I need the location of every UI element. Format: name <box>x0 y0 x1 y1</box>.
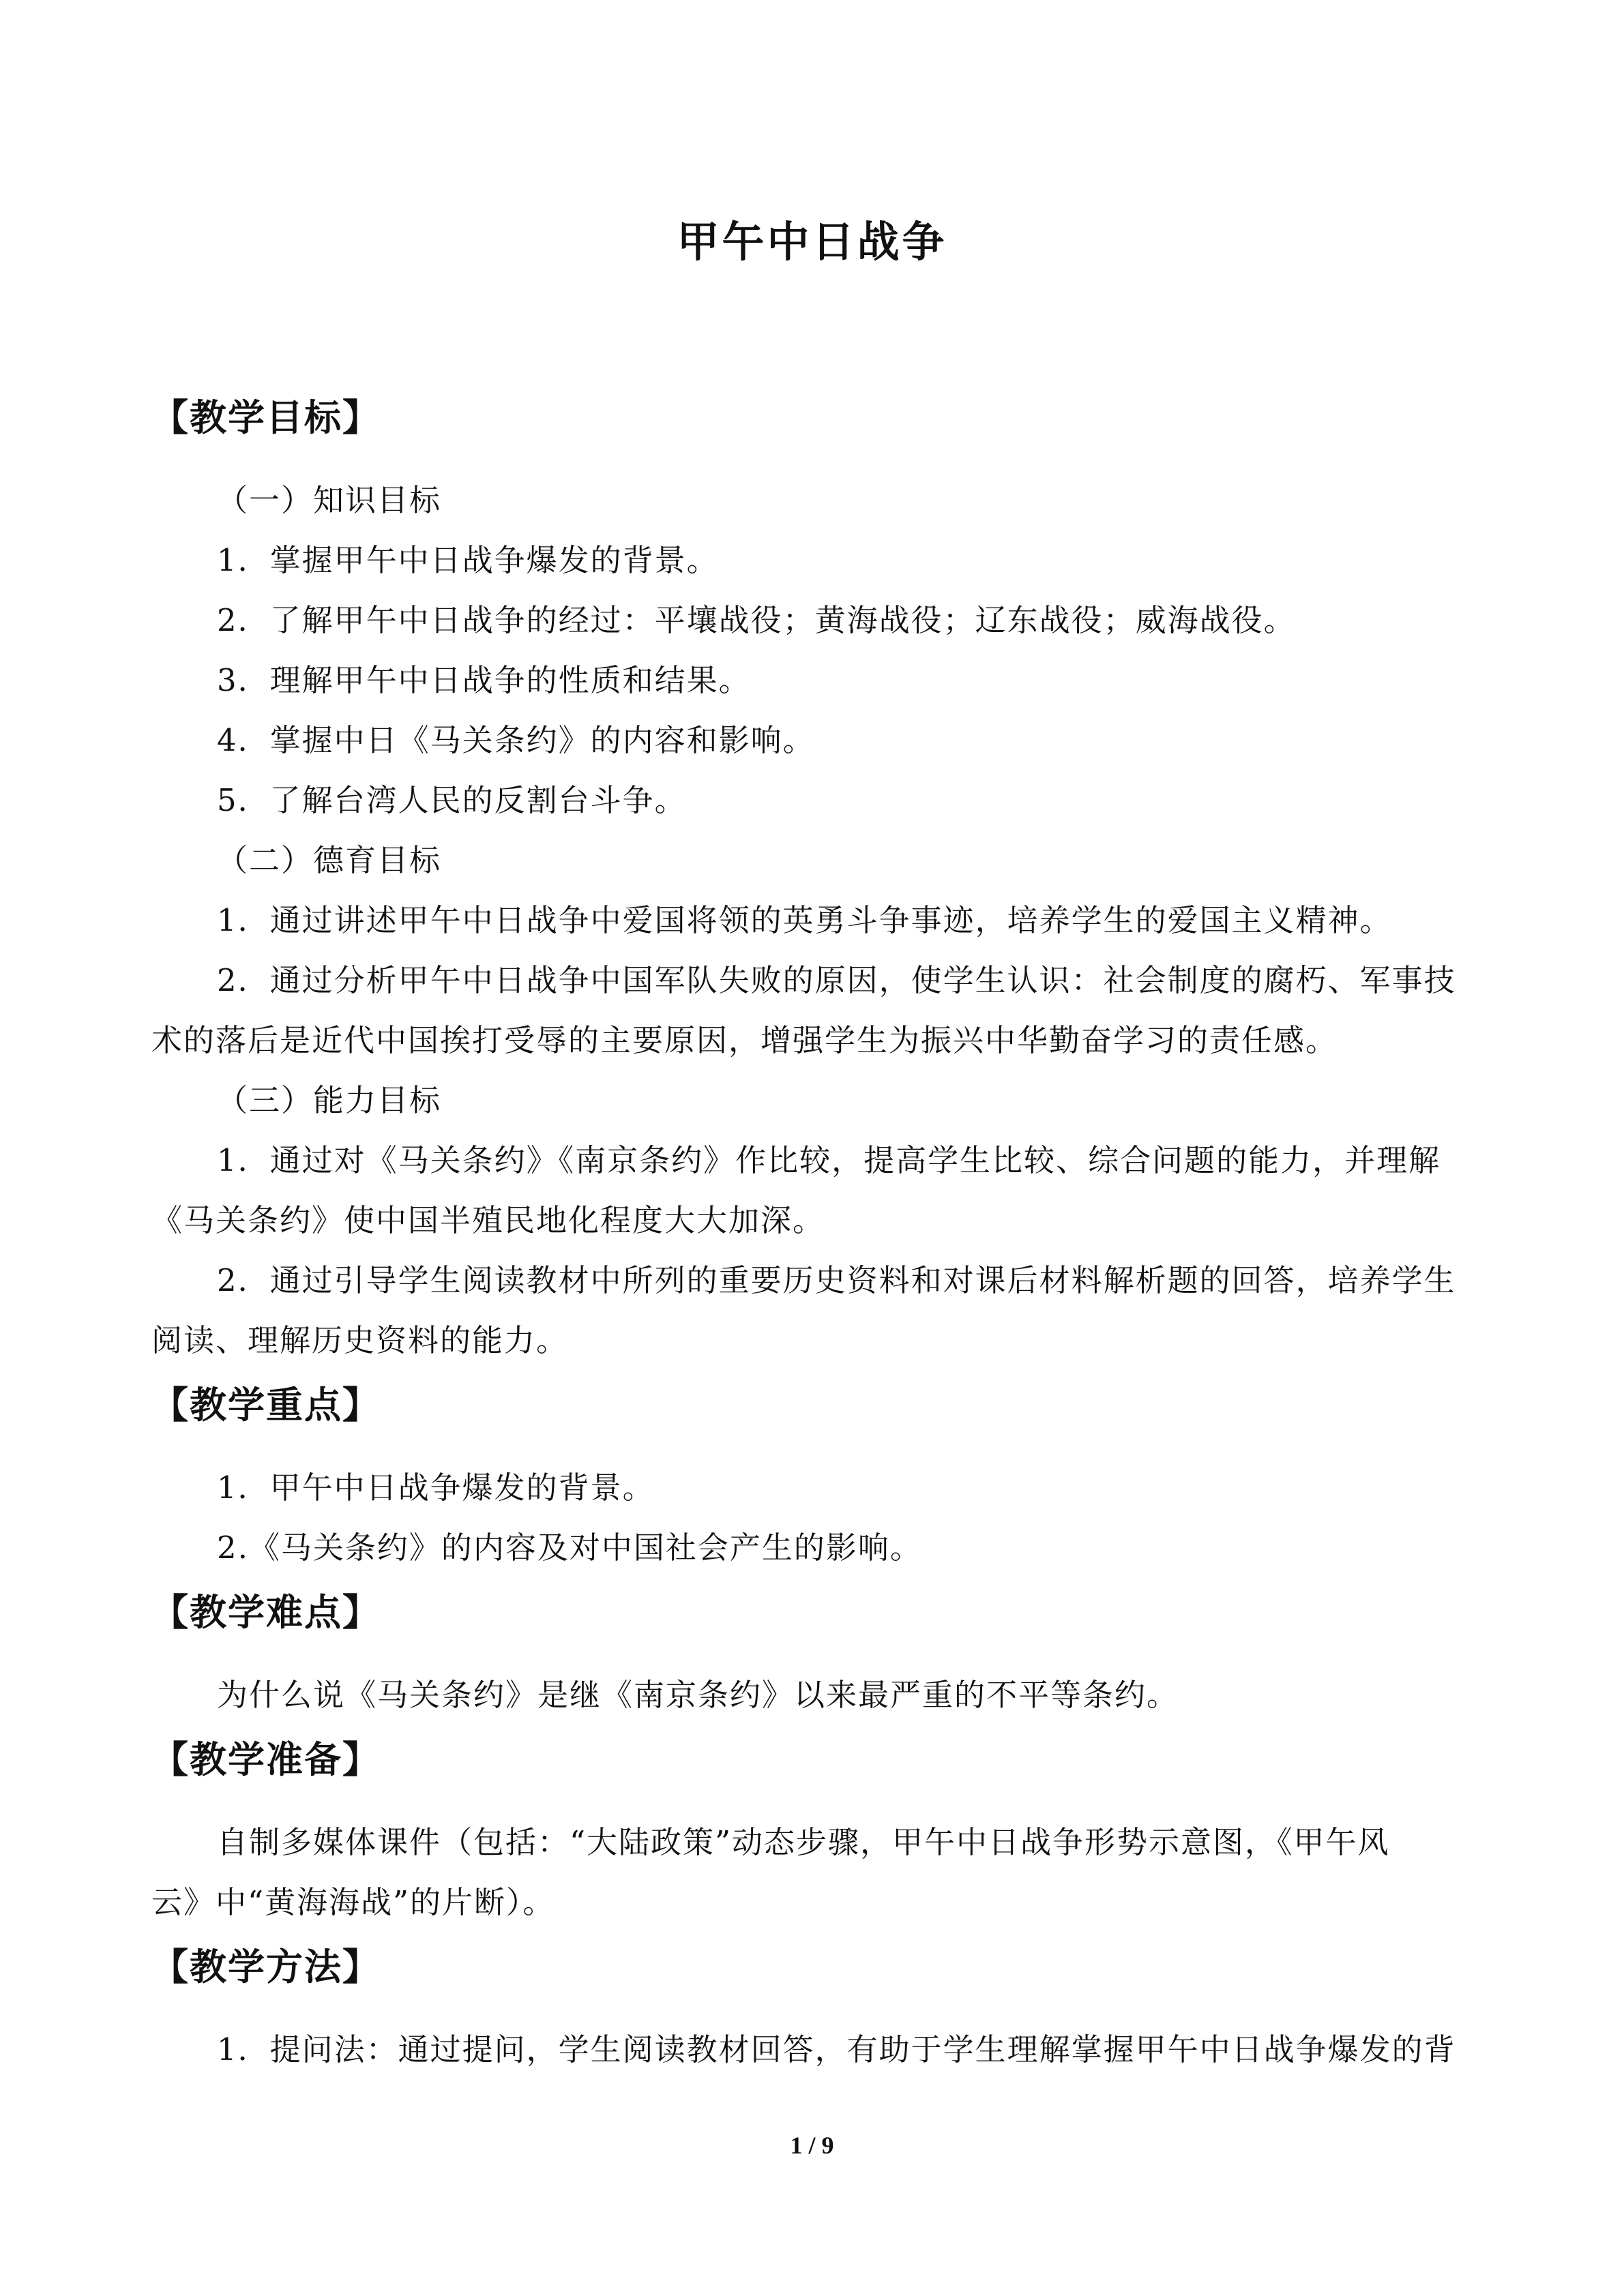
knowledge-item-2: 2．了解甲午中日战争的经过：平壤战役；黄海战役；辽东战役；威海战役。 <box>217 602 1296 638</box>
ability-item-1-line-1: 1．通过对《马关条约》《南京条约》作比较，提高学生比较、综合问题的能力，并理解 <box>217 1142 1441 1178</box>
heading-key-points: 【教学重点】 <box>151 1384 381 1427</box>
key-point-2: 2.《马关条约》的内容及对中国社会产生的影响。 <box>217 1530 922 1566</box>
moral-item-1: 1．通过讲述甲午中日战争中爱国将领的英勇斗争事迹，培养学生的爱国主义精神。 <box>217 902 1392 938</box>
heading-difficulties: 【教学难点】 <box>151 1591 381 1634</box>
knowledge-item-5: 5．了解台湾人民的反割台斗争。 <box>217 782 687 818</box>
moral-item-2-line-1: 2．通过分析甲午中日战争中国军队失败的原因，使学生认识：社会制度的腐朽、军事技 <box>217 962 1456 998</box>
preparation-line-2: 云》中“黄海海战”的片断）。 <box>151 1884 555 1920</box>
difficulty-text: 为什么说《马关条约》是继《南京条约》以来最严重的不平等条约。 <box>217 1677 1179 1713</box>
ability-item-1-line-2: 《马关条约》使中国半殖民地化程度大大加深。 <box>151 1202 825 1238</box>
ability-item-2-line-2: 阅读、理解历史资料的能力。 <box>151 1322 569 1358</box>
knowledge-item-1: 1．掌握甲午中日战争爆发的背景。 <box>217 542 719 578</box>
page-indicator: 1 / 9 <box>790 2132 834 2159</box>
subheading-ability: （三）能力目标 <box>217 1082 442 1118</box>
subheading-knowledge: （一）知识目标 <box>217 482 442 518</box>
knowledge-item-4: 4．掌握中日《马关条约》的内容和影响。 <box>217 722 815 758</box>
key-point-1: 1．甲午中日战争爆发的背景。 <box>217 1470 655 1506</box>
knowledge-item-3: 3．理解甲午中日战争的性质和结果。 <box>217 662 751 698</box>
subheading-moral: （二）德育目标 <box>217 842 442 878</box>
methods-line-1: 1．提问法：通过提问，学生阅读教材回答，有助于学生理解掌握甲午中日战争爆发的背 <box>217 2031 1456 2068</box>
preparation-line-1: 自制多媒体课件（包括：“大陆政策”动态步骤，甲午中日战争形势示意图，《甲午风 <box>217 1824 1390 1860</box>
moral-item-2-line-2: 术的落后是近代中国挨打受辱的主要原因，增强学生为振兴中华勤奋学习的责任感。 <box>151 1022 1338 1058</box>
document-title: 甲午中日战争 <box>677 217 947 267</box>
heading-objectives: 【教学目标】 <box>151 396 381 439</box>
ability-item-2-line-1: 2．通过引导学生阅读教材中所列的重要历史资料和对课后材料解析题的回答，培养学生 <box>217 1262 1456 1298</box>
heading-preparation: 【教学准备】 <box>151 1738 381 1781</box>
heading-methods: 【教学方法】 <box>151 1945 381 1988</box>
